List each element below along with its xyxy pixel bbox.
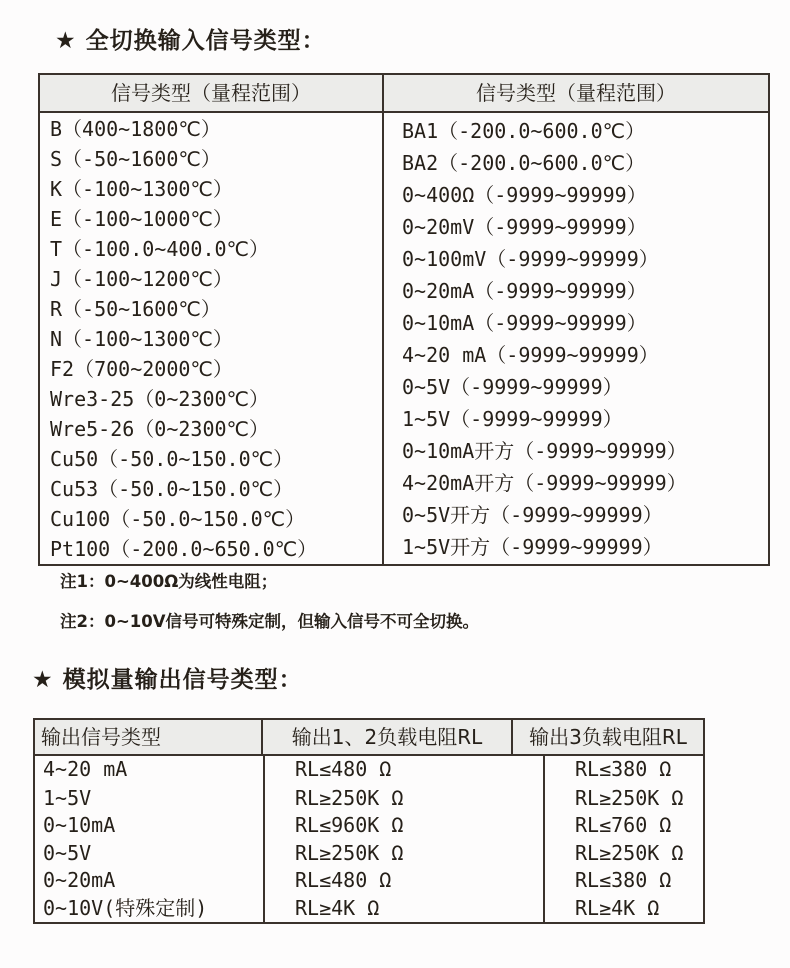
input-signal-row: 0~5V开方（-9999~99999） [402,503,663,527]
input-signal-row: 4~20mA开方（-9999~99999） [402,471,687,495]
input-signal-row: 0~5V（-9999~99999） [402,375,623,399]
input-signal-row: 1~5V开方（-9999~99999） [402,535,663,559]
input-table-left-column [40,113,384,564]
input-table-header-row [40,75,768,113]
output-table-row [35,785,703,812]
input-table-right-column [384,113,768,564]
input-signal-row: 1~5V（-9999~99999） [402,407,623,431]
input-signal-row: E（-100~1000℃） [50,207,233,231]
output-table-header-type: 输出信号类型 [35,720,263,754]
output-table-row [35,812,703,839]
input-signal-row: 0~20mV（-9999~99999） [402,215,647,239]
output-table-header-rl3: 输出3负载电阻RL [529,725,687,749]
output-table-cell: 0~5V [35,840,265,867]
input-signal-row: Wre5-26（0~2300℃） [50,417,269,441]
input-signal-row: T（-100.0~400.0℃） [50,237,269,261]
output-signal-table [33,718,705,924]
input-signal-row: Cu50（-50.0~150.0℃） [50,447,294,471]
output-table-row [35,756,703,785]
output-table-header-rl12: 输出1、2负载电阻RL [263,720,513,754]
input-signal-row: BA1（-200.0~600.0℃） [402,119,646,143]
output-table-cell: RL≥250K Ω [575,786,684,810]
input-signal-row: 0~10mA开方（-9999~99999） [402,439,687,463]
input-signal-row: R（-50~1600℃） [50,297,221,321]
input-signal-row: BA2（-200.0~600.0℃） [402,151,646,175]
output-table-cell: 0~10V(特殊定制) [35,895,265,922]
output-table-row [35,840,703,867]
output-table-cell: RL≤480 Ω [265,756,545,785]
output-table-cell: RL≤480 Ω [265,867,545,894]
output-table-cell: 1~5V [35,785,265,812]
input-signal-row: 0~10mA（-9999~99999） [402,311,647,335]
input-signal-row: 0~100mV（-9999~99999） [402,247,659,271]
input-signal-row: 4~20 mA（-9999~99999） [402,343,659,367]
output-table-cell: RL≤960K Ω [265,812,545,839]
output-table-cell: 0~20mA [35,867,265,894]
input-signal-row: F2（700~2000℃） [50,357,233,381]
output-table-body [35,756,703,922]
output-table-cell: RL≥4K Ω [265,895,545,922]
output-signal-section-title: ★ 模拟量输出信号类型： [32,667,303,693]
input-signal-row: K（-100~1300℃） [50,177,233,201]
input-signal-row: Cu100（-50.0~150.0℃） [50,507,306,531]
output-table-cell: RL≥4K Ω [575,895,660,920]
input-signal-table [38,73,770,566]
output-table-cell: 4~20 mA [35,756,265,785]
input-signal-row: Wre3-25（0~2300℃） [50,387,269,411]
note-1: 注1：0~400Ω为线性电阻； [60,572,278,591]
input-signal-row: N（-100~1300℃） [50,327,233,351]
output-table-cell: 0~10mA [35,812,265,839]
output-table-cell: RL≤760 Ω [575,813,672,838]
output-table-row [35,867,703,894]
input-signal-row: B（400~1800℃） [50,117,221,141]
output-table-row [35,895,703,922]
input-table-body [40,113,768,564]
input-table-header-left: 信号类型（量程范围） [40,75,384,111]
input-signal-row: Cu53（-50.0~150.0℃） [50,477,294,501]
input-signal-section-title: ★ 全切换输入信号类型： [55,28,326,54]
output-table-cell: RL≥250K Ω [265,840,545,867]
output-table-cell: RL≤380 Ω [575,868,672,893]
input-signal-row: J（-100~1200℃） [50,267,233,291]
input-table-notes [60,573,479,653]
output-table-cell: RL≤380 Ω [575,757,672,781]
output-table-header-row [35,720,703,756]
output-table-cell: RL≥250K Ω [265,785,545,812]
input-table-header-right: 信号类型（量程范围） [476,81,676,105]
input-signal-row: 0~20mA（-9999~99999） [402,279,647,303]
output-table-cell: RL≥250K Ω [575,840,684,865]
note-2: 注2：0~10V信号可特殊定制，但输入信号不可全切换。 [60,612,480,631]
input-signal-row: 0~400Ω（-9999~99999） [402,183,647,207]
input-signal-row: S（-50~1600℃） [50,147,221,171]
input-signal-row: Pt100（-200.0~650.0℃） [50,537,318,561]
